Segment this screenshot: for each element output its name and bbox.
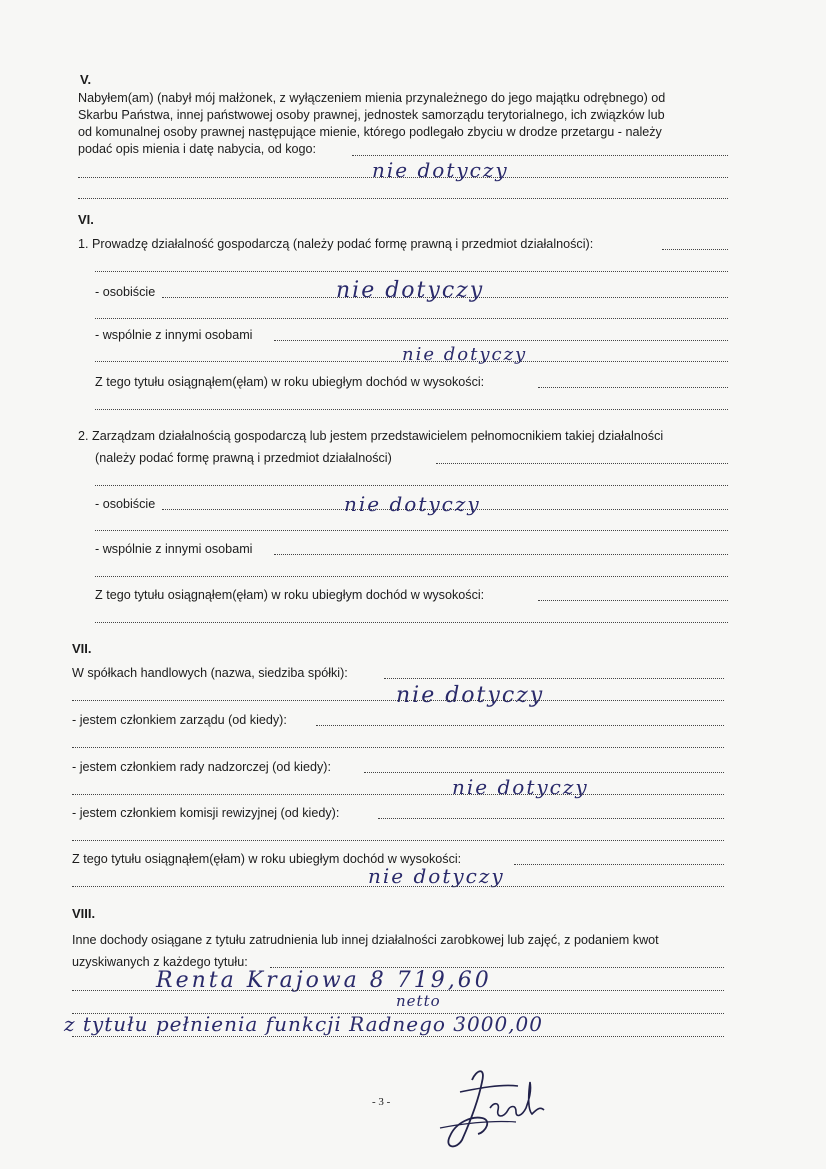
fill-line <box>72 794 724 795</box>
handwritten-viii-netto: netto <box>396 992 441 1010</box>
fill-line <box>95 271 728 272</box>
section-vi-item-2a: 2. Zarządzam działalnością gospodarczą lub jestem przedstawicielem pełnomocnikiem takiej działalności <box>78 429 664 443</box>
fill-line <box>72 840 724 841</box>
fill-line <box>95 318 728 319</box>
section-vi-item-1: 1. Prowadzę działalność gospodarczą (należy podać formę prawną i przedmiot działalności): <box>78 237 594 251</box>
fill-line <box>538 387 728 388</box>
fill-line <box>95 485 728 486</box>
vii-income-label: Z tego tytułu osiągnąłem(ęłam) w roku ubiegłym dochód w wysokości: <box>72 852 462 866</box>
vi-1-jointly-label: - wspólnie z innymi osobami <box>95 328 253 342</box>
vi-2-personally-label: - osobiście <box>95 497 156 511</box>
section-vi-heading: VI. <box>78 212 94 227</box>
vii-companies-label: W spółkach handlowych (nazwa, siedziba spółki): <box>72 666 348 680</box>
section-v-line-2: Skarbu Państwa, innej państwowej osoby prawnej, jednostek samorządu terytorialnego, ich związków lub <box>78 108 665 122</box>
fill-line <box>316 725 724 726</box>
section-vii-heading: VII. <box>72 641 92 656</box>
fill-line <box>72 700 724 701</box>
section-v-line-3: od komunalnej osoby prawnej następujące mienie, którego podlegało zbyciu w drodze przetargu - należy <box>78 125 662 139</box>
fill-line <box>72 886 724 887</box>
fill-line <box>72 1036 724 1037</box>
vii-board-label: - jestem członkiem zarządu (od kiedy): <box>72 713 287 727</box>
handwritten-viii-2: z tytułu pełnienia funkcji Radnego 3000,00 <box>64 1012 543 1036</box>
fill-line <box>274 554 728 555</box>
handwritten-viii-1: Renta Krajowa 8 719,60 <box>156 968 492 993</box>
vii-supervisory-label: - jestem członkiem rady nadzorczej (od kiedy): <box>72 760 331 774</box>
section-v-line-1: Nabyłem(am) (nabył mój małżonek, z wyłączeniem mienia przynależnego do jego majątku odrębnego) od <box>78 91 666 105</box>
handwritten-vi-2: nie dotyczy <box>402 344 528 365</box>
handwritten-v: nie dotyczy <box>372 158 509 182</box>
fill-line <box>95 409 728 410</box>
handwritten-vi-1: nie dotyczy <box>336 278 485 303</box>
section-v-heading: V. <box>80 72 92 87</box>
fill-line <box>72 747 724 748</box>
handwritten-vii-3: nie dotyczy <box>368 864 505 888</box>
handwritten-vii-1: nie dotyczy <box>396 683 545 708</box>
fill-line <box>95 530 728 531</box>
signature-image <box>420 1062 550 1154</box>
vii-audit-label: - jestem członkiem komisji rewizyjnej (od kiedy): <box>72 806 340 820</box>
fill-line <box>364 772 724 773</box>
fill-line <box>352 155 728 156</box>
handwritten-vi-3: nie dotyczy <box>344 492 481 516</box>
fill-line <box>95 576 728 577</box>
section-viii-heading: VIII. <box>72 906 96 921</box>
fill-line <box>384 678 724 679</box>
viii-line-2: uzyskiwanych z każdego tytułu: <box>72 955 248 969</box>
handwritten-vii-2: nie dotyczy <box>452 775 589 799</box>
fill-line <box>378 818 724 819</box>
page-number: - 3 - <box>372 1096 391 1108</box>
viii-line-1: Inne dochody osiągane z tytułu zatrudnienia lub innej działalności zarobkowej lub zajęć, z podaniem kwot <box>72 933 659 947</box>
fill-line <box>538 600 728 601</box>
fill-line <box>72 990 724 991</box>
vi-2-jointly-label: - wspólnie z innymi osobami <box>95 542 253 556</box>
fill-line <box>662 249 728 250</box>
fill-line <box>436 463 728 464</box>
section-vi-item-2b: (należy podać formę prawną i przedmiot działalności) <box>95 451 392 465</box>
fill-line <box>78 198 728 199</box>
vi-1-income-label: Z tego tytułu osiągnąłem(ęłam) w roku ubiegłym dochód w wysokości: <box>95 375 485 389</box>
fill-line <box>95 622 728 623</box>
vi-1-personally-label: - osobiście <box>95 285 156 299</box>
vi-2-income-label: Z tego tytułu osiągnąłem(ęłam) w roku ubiegłym dochód w wysokości: <box>95 588 485 602</box>
fill-line <box>514 864 724 865</box>
section-v-line-4: podać opis mienia i datę nabycia, od kogo: <box>78 142 317 156</box>
fill-line <box>274 340 728 341</box>
